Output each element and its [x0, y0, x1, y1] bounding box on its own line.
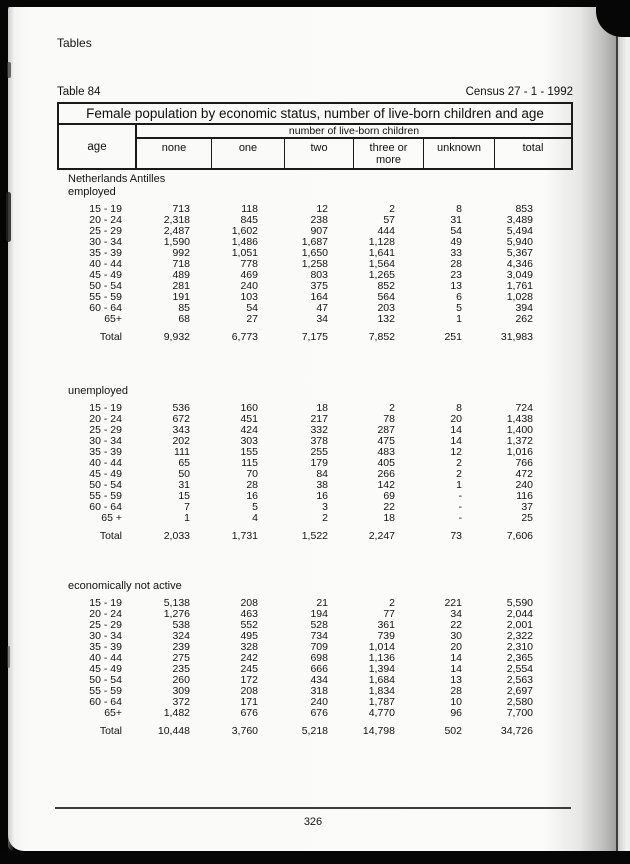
total-value: 2,033 [163, 530, 190, 542]
value-cell: 1,564 [368, 258, 395, 270]
value-cell: 54 [450, 225, 462, 237]
value-cell: 38 [316, 479, 328, 491]
section-total-row [57, 726, 533, 737]
value-cell: 203 [377, 302, 395, 314]
age-cell: 55 - 59 [89, 291, 122, 303]
value-cell: 852 [377, 280, 395, 292]
value-cell: 240 [310, 696, 328, 708]
value-cell: 713 [172, 203, 190, 215]
scan-smudge [7, 646, 10, 668]
value-cell: 472 [515, 468, 533, 480]
age-cell: 35 - 39 [89, 446, 122, 458]
value-cell: 1,136 [368, 652, 395, 664]
value-cell: 434 [310, 674, 328, 686]
age-cell: 20 - 24 [89, 608, 122, 620]
value-cell: 179 [310, 457, 328, 469]
column-header: none [137, 139, 212, 168]
age-cell: 30 - 34 [89, 236, 122, 248]
value-cell: 3,489 [506, 214, 533, 226]
value-cell: 1,028 [506, 291, 533, 303]
value-cell: 260 [172, 674, 190, 686]
value-cell: 332 [310, 424, 328, 436]
value-cell: 2 [389, 402, 395, 414]
age-cell: 45 - 49 [89, 663, 122, 675]
total-value: 14,798 [362, 725, 395, 737]
value-cell: 343 [172, 424, 190, 436]
census-label: Census 27 - 1 - 1992 [465, 86, 573, 98]
value-cell: 116 [516, 490, 533, 502]
total-value: 502 [444, 725, 462, 737]
column-group-header: number of live-born children [137, 125, 571, 139]
value-cell: 30 [450, 630, 462, 642]
value-cell: 16 [316, 490, 328, 502]
total-value: 7,606 [506, 530, 533, 542]
value-cell: 475 [377, 435, 395, 447]
section-label: economically not active [68, 580, 182, 592]
value-cell: 2 [456, 468, 462, 480]
value-cell: 171 [240, 696, 258, 708]
total-value: 73 [450, 530, 462, 542]
total-value: 5,218 [301, 725, 328, 737]
section-rows [57, 403, 533, 524]
value-cell: 2,001 [506, 619, 533, 631]
value-cell: 115 [241, 457, 258, 469]
value-cell: 3,049 [506, 269, 533, 281]
value-cell: - [458, 501, 462, 513]
value-cell: 1,400 [506, 424, 533, 436]
total-value: 2,247 [368, 530, 395, 542]
value-cell: 853 [515, 203, 533, 215]
total-value: 9,932 [163, 331, 190, 343]
document-page [8, 6, 617, 851]
value-cell: 676 [240, 707, 258, 719]
value-cell: 536 [172, 402, 190, 414]
value-cell: 528 [310, 619, 328, 631]
section-label: unemployed [68, 385, 128, 397]
value-cell: 47 [316, 302, 328, 314]
value-cell: 361 [377, 619, 395, 631]
value-cell: 469 [240, 269, 258, 281]
value-cell: 1,641 [368, 247, 395, 259]
value-cell: 5,367 [506, 247, 533, 259]
value-cell: 372 [172, 696, 190, 708]
value-cell: 2,365 [506, 652, 533, 664]
total-value: 3,760 [231, 725, 258, 737]
table-row [57, 708, 533, 719]
age-cell: 65+ [104, 707, 122, 719]
value-cell: 262 [515, 313, 533, 325]
value-cell: 405 [377, 457, 395, 469]
value-cell: 778 [240, 258, 258, 270]
value-cell: 2,554 [506, 663, 533, 675]
scan-edge-bottom [0, 851, 630, 864]
value-cell: 724 [515, 402, 533, 414]
value-cell: 1,014 [368, 641, 395, 653]
value-cell: 77 [383, 608, 395, 620]
value-cell: 16 [246, 490, 258, 502]
value-cell: 718 [172, 258, 190, 270]
age-cell: 50 - 54 [89, 674, 122, 686]
total-value: 31,983 [500, 331, 533, 343]
value-cell: 28 [450, 685, 462, 697]
value-cell: 103 [240, 291, 258, 303]
value-cell: 5,590 [506, 597, 533, 609]
column-header: total [522, 142, 544, 154]
table-label: Table 84 [57, 86, 101, 98]
value-cell: 69 [383, 490, 395, 502]
value-cell: 217 [310, 413, 328, 425]
age-cell: 50 - 54 [89, 479, 122, 491]
region-label: Netherlands Antilles [68, 173, 166, 185]
age-cell: 60 - 64 [89, 302, 122, 314]
value-cell: 676 [310, 707, 328, 719]
age-cell: 55 - 59 [89, 490, 122, 502]
value-cell: 1,051 [231, 247, 258, 259]
total-value: 7,852 [368, 331, 395, 343]
value-cell: 1,687 [301, 236, 328, 248]
value-cell: 34 [316, 313, 328, 325]
next-page-edge [616, 0, 630, 864]
value-cell: 1,590 [163, 236, 190, 248]
value-cell: 160 [240, 402, 258, 414]
age-cell: 25 - 29 [89, 424, 122, 436]
value-cell: 266 [377, 468, 395, 480]
age-cell: 60 - 64 [89, 696, 122, 708]
value-cell: 6 [456, 291, 462, 303]
value-cell: 5 [252, 501, 258, 513]
value-cell: 240 [240, 280, 258, 292]
age-cell: 25 - 29 [89, 225, 122, 237]
value-cell: 65 [178, 457, 190, 469]
total-value: 1,522 [301, 530, 328, 542]
value-cell: 318 [310, 685, 328, 697]
value-cell: 4 [252, 512, 258, 524]
value-cell: 18 [383, 512, 395, 524]
value-cell: 7,700 [506, 707, 533, 719]
page-number: 326 [303, 816, 323, 828]
scan-edge-top [0, 0, 630, 7]
total-value: 6,773 [231, 331, 258, 343]
value-cell: 495 [240, 630, 258, 642]
value-cell: 255 [310, 446, 328, 458]
value-cell: 2 [322, 512, 328, 524]
value-cell: 78 [383, 413, 395, 425]
value-cell: 5,940 [506, 236, 533, 248]
value-cell: 57 [383, 214, 395, 226]
value-cell: 1 [456, 479, 462, 491]
value-cell: 845 [240, 214, 258, 226]
value-cell: 202 [172, 435, 190, 447]
age-cell: 15 - 19 [89, 203, 122, 215]
value-cell: 1,128 [368, 236, 395, 248]
value-cell: 13 [450, 280, 462, 292]
value-cell: 1,276 [163, 608, 190, 620]
total-value: 251 [444, 331, 462, 343]
value-cell: 1,834 [368, 685, 395, 697]
value-cell: 394 [515, 302, 533, 314]
value-cell: 3 [322, 501, 328, 513]
value-cell: 698 [310, 652, 328, 664]
value-cell: 803 [310, 269, 328, 281]
value-cell: 2,044 [506, 608, 533, 620]
value-cell: 118 [241, 203, 258, 215]
value-cell: 538 [172, 619, 190, 631]
age-cell: 65+ [104, 313, 122, 325]
value-cell: 281 [172, 280, 190, 292]
value-cell: 208 [240, 685, 258, 697]
value-cell: 552 [240, 619, 258, 631]
value-cell: 2,322 [506, 630, 533, 642]
value-cell: 672 [172, 413, 190, 425]
value-cell: 378 [310, 435, 328, 447]
total-label: Total [99, 725, 122, 737]
value-cell: 2,563 [506, 674, 533, 686]
age-cell: 40 - 44 [89, 258, 122, 270]
value-cell: 31 [450, 214, 462, 226]
table-meta-row [57, 86, 573, 98]
value-cell: 451 [240, 413, 258, 425]
value-cell: 5,138 [163, 597, 190, 609]
section-label: employed [68, 186, 116, 198]
value-cell: 1 [184, 512, 190, 524]
value-cell: 34 [450, 608, 462, 620]
value-cell: 734 [310, 630, 328, 642]
value-cell: 2,318 [163, 214, 190, 226]
value-cell: 1,602 [231, 225, 258, 237]
column-header: three or more [354, 139, 424, 168]
table-title: Female population by economic status, number of live-born children and age [59, 104, 571, 125]
value-cell: 666 [310, 663, 328, 675]
value-cell: 68 [178, 313, 190, 325]
value-cell: 49 [450, 236, 462, 248]
value-cell: 12 [450, 446, 462, 458]
value-cell: 309 [172, 685, 190, 697]
age-cell: 55 - 59 [89, 685, 122, 697]
value-cell: 235 [172, 663, 190, 675]
value-cell: 328 [240, 641, 258, 653]
value-cell: 242 [240, 652, 258, 664]
age-cell: 35 - 39 [89, 247, 122, 259]
section-total-row [57, 332, 533, 343]
value-cell: 12 [316, 203, 328, 215]
age-column-header: age [59, 125, 137, 168]
value-cell: 240 [515, 479, 533, 491]
value-cell: 287 [377, 424, 395, 436]
value-cell: 564 [377, 291, 395, 303]
table-header [59, 125, 571, 168]
age-cell: 45 - 49 [89, 468, 122, 480]
total-value: 10,448 [157, 725, 190, 737]
value-cell: 155 [240, 446, 258, 458]
value-cell: 483 [377, 446, 395, 458]
value-cell: 239 [172, 641, 190, 653]
value-cell: 324 [172, 630, 190, 642]
column-headers-row [137, 139, 571, 168]
value-cell: 22 [450, 619, 462, 631]
value-cell: 7 [184, 501, 190, 513]
page-heading: Tables [57, 36, 92, 50]
age-cell: 30 - 34 [89, 435, 122, 447]
section-rows [57, 204, 533, 325]
value-cell: 1,258 [301, 258, 328, 270]
value-cell: 1,787 [368, 696, 395, 708]
value-cell: 5 [456, 302, 462, 314]
value-cell: 14 [450, 435, 462, 447]
value-cell: 1,394 [368, 663, 395, 675]
value-cell: 739 [377, 630, 395, 642]
scan-smudge [7, 62, 11, 78]
footer-rule [55, 807, 571, 809]
value-cell: 84 [316, 468, 328, 480]
column-header: unknown [424, 139, 495, 168]
section-total-row [57, 531, 533, 542]
value-cell: 132 [377, 313, 395, 325]
value-cell: 31 [178, 479, 190, 491]
value-cell: 4,770 [368, 707, 395, 719]
age-cell: 50 - 54 [89, 280, 122, 292]
value-cell: 424 [240, 424, 258, 436]
value-cell: 1,438 [506, 413, 533, 425]
age-cell: 15 - 19 [89, 402, 122, 414]
census-table [57, 102, 573, 170]
value-cell: 191 [172, 291, 190, 303]
value-cell: 907 [310, 225, 328, 237]
value-cell: 375 [310, 280, 328, 292]
age-cell: 65 + [101, 512, 122, 524]
value-cell: 1,372 [506, 435, 533, 447]
column-header: two [285, 139, 354, 168]
age-cell: 45 - 49 [89, 269, 122, 281]
value-cell: 164 [310, 291, 328, 303]
total-label: Total [99, 530, 122, 542]
total-value: 1,731 [231, 530, 258, 542]
value-cell: 2 [389, 203, 395, 215]
scan-smudge [6, 192, 11, 242]
value-cell: 111 [174, 446, 190, 458]
value-cell: 489 [172, 269, 190, 281]
value-cell: 13 [450, 674, 462, 686]
value-cell: 1,016 [506, 446, 533, 458]
value-cell: 15 [178, 490, 190, 502]
value-cell: 142 [377, 479, 395, 491]
value-cell: 27 [246, 313, 258, 325]
value-cell: 1,482 [163, 707, 190, 719]
value-cell: 2 [456, 457, 462, 469]
value-cell: 1,650 [301, 247, 328, 259]
value-cell: 22 [383, 501, 395, 513]
total-label: Total [99, 331, 122, 343]
table-row [57, 314, 533, 325]
value-cell: 2,310 [506, 641, 533, 653]
value-cell: 23 [450, 269, 462, 281]
value-cell: 766 [515, 457, 533, 469]
value-cell: 1,761 [506, 280, 533, 292]
value-cell: 2 [389, 597, 395, 609]
section-rows [57, 598, 533, 719]
value-cell: 172 [240, 674, 258, 686]
value-cell: 28 [450, 258, 462, 270]
value-cell: - [458, 512, 462, 524]
value-cell: 25 [521, 512, 533, 524]
value-cell: 2,487 [163, 225, 190, 237]
age-cell: 60 - 64 [89, 501, 122, 513]
age-cell: 40 - 44 [89, 457, 122, 469]
value-cell: 1,684 [368, 674, 395, 686]
value-cell: 70 [246, 468, 258, 480]
value-cell: 992 [172, 247, 190, 259]
value-cell: 2,580 [506, 696, 533, 708]
value-cell: 21 [316, 597, 328, 609]
value-cell: 1 [456, 313, 462, 325]
value-cell: 28 [246, 479, 258, 491]
age-cell: 20 - 24 [89, 413, 122, 425]
column-header: one [212, 139, 285, 168]
value-cell: 14 [450, 663, 462, 675]
value-cell: 245 [240, 663, 258, 675]
age-cell: 25 - 29 [89, 619, 122, 631]
value-cell: 208 [240, 597, 258, 609]
value-cell: 20 [450, 641, 462, 653]
value-cell: 96 [450, 707, 462, 719]
value-cell: 54 [246, 302, 258, 314]
value-cell: 194 [310, 608, 328, 620]
value-cell: 50 [178, 468, 190, 480]
value-cell: 1,486 [231, 236, 258, 248]
value-cell: 10 [450, 696, 462, 708]
value-cell: 303 [240, 435, 258, 447]
value-cell: 463 [240, 608, 258, 620]
value-cell: 20 [450, 413, 462, 425]
age-cell: 15 - 19 [89, 597, 122, 609]
age-cell: 35 - 39 [89, 641, 122, 653]
value-cell: 2,697 [506, 685, 533, 697]
value-cell: 238 [310, 214, 328, 226]
total-value: 34,726 [500, 725, 533, 737]
value-cell: 709 [310, 641, 328, 653]
value-cell: - [458, 490, 462, 502]
value-cell: 37 [521, 501, 533, 513]
value-cell: 1,265 [368, 269, 395, 281]
value-cell: 221 [444, 597, 462, 609]
value-cell: 14 [450, 652, 462, 664]
table-row [57, 513, 533, 524]
value-cell: 33 [450, 247, 462, 259]
children-columns-group [137, 125, 571, 168]
total-value: 7,175 [301, 331, 328, 343]
value-cell: 8 [456, 203, 462, 215]
value-cell: 14 [450, 424, 462, 436]
age-cell: 20 - 24 [89, 214, 122, 226]
value-cell: 8 [456, 402, 462, 414]
value-cell: 444 [377, 225, 395, 237]
value-cell: 18 [316, 402, 328, 414]
value-cell: 275 [172, 652, 190, 664]
age-cell: 40 - 44 [89, 652, 122, 664]
value-cell: 85 [178, 302, 190, 314]
age-cell: 30 - 34 [89, 630, 122, 642]
value-cell: 4,346 [506, 258, 533, 270]
value-cell: 5,494 [506, 225, 533, 237]
